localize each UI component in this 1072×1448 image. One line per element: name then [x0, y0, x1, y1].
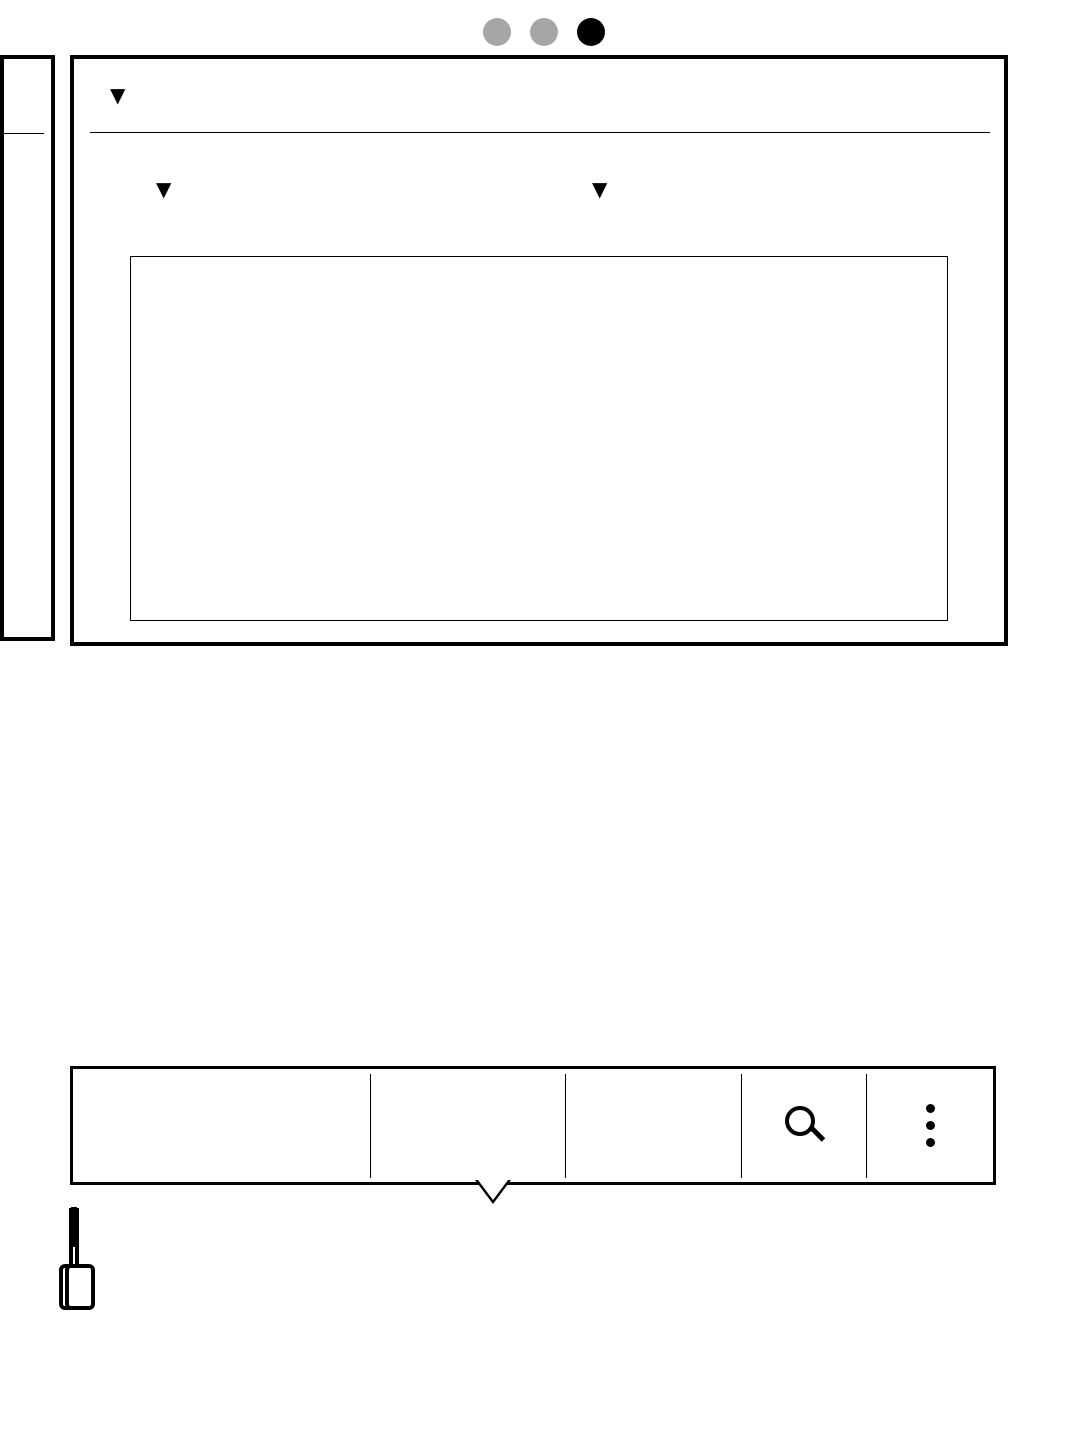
text-line [71, 1196, 983, 1259]
previous-panel-edge[interactable] [0, 55, 55, 641]
caret-down-icon: ▼ [592, 177, 608, 201]
target-language-select[interactable] [566, 177, 607, 201]
page-dot-3-active[interactable] [577, 18, 605, 46]
caret-down-icon[interactable]: ▼ [110, 83, 126, 107]
language-selectors [130, 177, 890, 217]
text-line [71, 1259, 983, 1322]
selection-toolbar [70, 1066, 996, 1185]
page-dot-1[interactable] [483, 18, 511, 46]
caret-down-icon: ▼ [156, 177, 172, 201]
more-vertical-icon [926, 1104, 935, 1147]
search-button[interactable] [742, 1069, 866, 1182]
share-button[interactable] [566, 1069, 741, 1182]
page-dot-2[interactable] [530, 18, 558, 46]
panel-header[interactable] [90, 77, 990, 133]
book-text-lower [71, 1196, 983, 1385]
translation-panel [70, 55, 1008, 646]
more-options-button[interactable] [867, 1069, 993, 1182]
search-icon [785, 1106, 823, 1146]
note-button[interactable] [371, 1069, 566, 1182]
source-language-select[interactable] [130, 177, 171, 201]
highlight-button[interactable] [73, 1069, 370, 1182]
translation-result [130, 256, 948, 621]
page-indicator [483, 18, 605, 46]
text-line [71, 1322, 983, 1385]
previous-panel-divider [4, 133, 44, 134]
